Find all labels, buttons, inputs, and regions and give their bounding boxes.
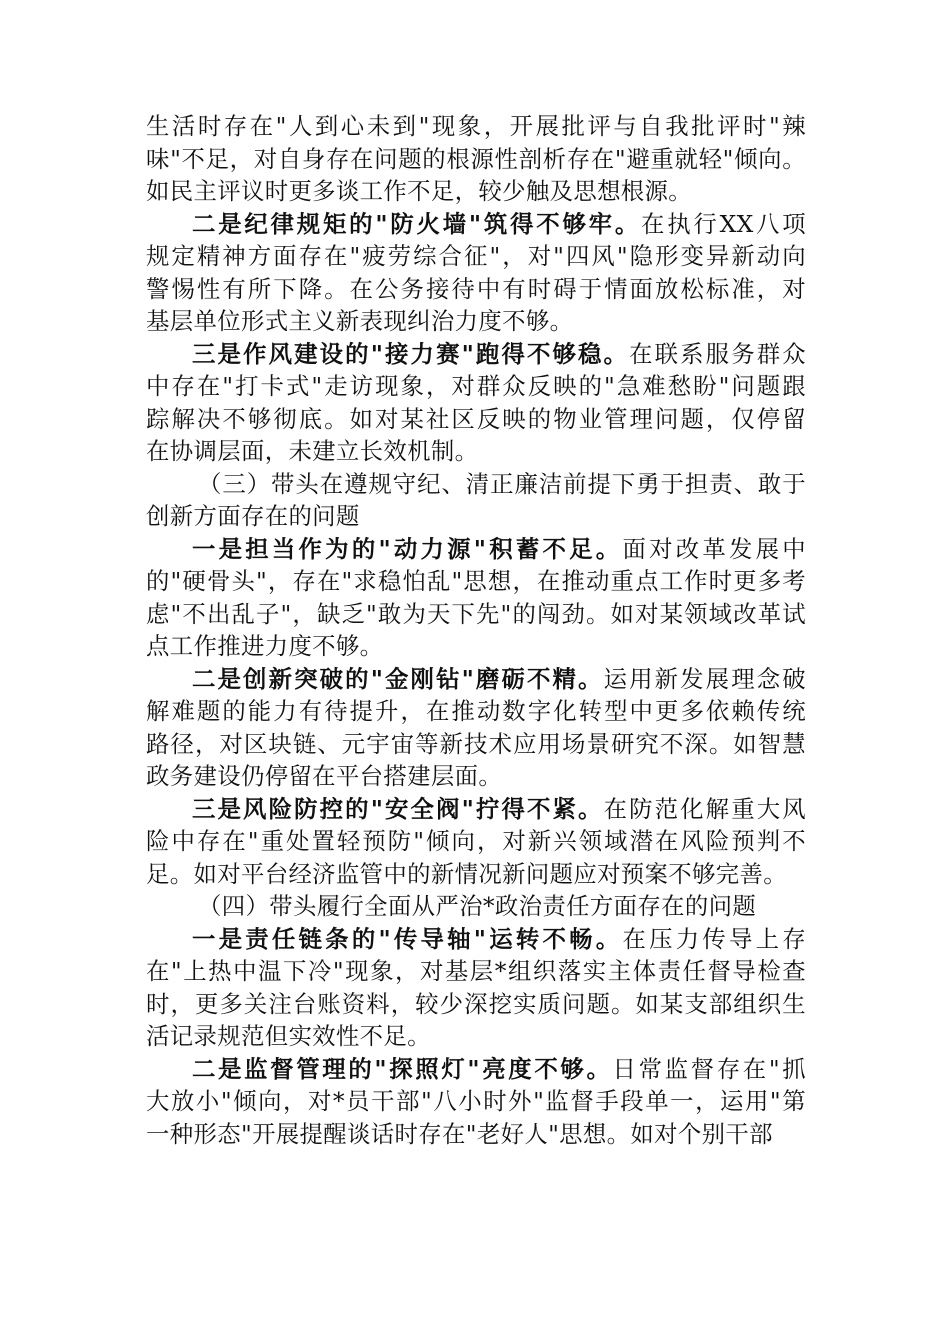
- text-run: 时，更多关注台账资料，较少深挖实质问题。如某支部组织生: [146, 989, 806, 1018]
- bold-lead-phrase: 三是风险防控的"安全阀"拧得不紧。: [192, 794, 604, 823]
- text-line: [146, 143, 806, 176]
- text-run: 在执行XX八项: [641, 209, 806, 238]
- text-line: [146, 858, 806, 891]
- text-run: 在联系服务群众: [629, 339, 807, 368]
- text-run: 在协调层面，未建立长效机制。: [146, 437, 479, 465]
- text-line: [146, 175, 806, 208]
- paragraph: [146, 1053, 806, 1151]
- bold-lead-phrase: 二是监督管理的"探照灯"亮度不够。: [192, 1054, 613, 1083]
- text-run: 创新方面存在的问题: [146, 502, 360, 530]
- paragraph: [146, 793, 806, 891]
- paragraph: [146, 923, 806, 1053]
- text-line: [146, 533, 806, 566]
- section-heading: [146, 468, 806, 533]
- bold-lead-phrase: 二是创新突破的"金刚钻"磨砺不精。: [192, 664, 604, 693]
- text-run: 运用新发展理念破: [603, 664, 806, 693]
- text-line: [146, 240, 806, 273]
- text-run: 在防范化解重大风: [603, 794, 806, 823]
- text-run: 踪解决不够彻底。如对某社区反映的物业管理问题，仅停留: [146, 404, 806, 433]
- text-run: 生活时存在"人到心未到"现象，开展批评与自我批评时"辣: [146, 112, 806, 140]
- text-run: 的"硬骨头"，存在"求稳怕乱"思想，在推动重点工作时更多考: [146, 567, 806, 595]
- bold-lead-phrase: 一是担当作为的"动力源"积蓄不足。: [192, 534, 623, 563]
- text-line: [146, 923, 806, 956]
- text-run: 一种形态"开展提醒谈话时存在"老好人"思想。如对个别干部: [146, 1119, 773, 1148]
- text-line: [146, 890, 806, 923]
- text-run: 警惕性有所下降。在公务接待中有时碍于情面放松标准，对: [146, 274, 806, 303]
- text-line: [146, 500, 806, 533]
- text-line: [146, 435, 806, 468]
- text-run: （四）带头履行全面从严治*政治责任方面存在的问题: [198, 892, 757, 920]
- text-line: [146, 630, 806, 663]
- text-run: 大放小"倾向，对*员干部"八小时外"监督手段单一，运用"第: [146, 1087, 806, 1115]
- text-line: [146, 825, 806, 858]
- text-run: 中存在"打卡式"走访现象，对群众反映的"急难愁盼"问题跟: [146, 372, 806, 400]
- text-line: [146, 338, 806, 371]
- text-line: [146, 955, 806, 988]
- paragraph: [146, 338, 806, 468]
- bold-lead-phrase: 三是作风建设的"接力赛"跑得不够稳。: [192, 339, 630, 368]
- paragraph: [146, 208, 806, 338]
- text-line: [146, 598, 806, 631]
- text-line: [146, 370, 806, 403]
- text-line: [146, 1085, 806, 1118]
- text-line: [146, 663, 806, 696]
- text-run: 规定精神方面存在"疲劳综合征"，对"四风"隐形变异新动向: [146, 242, 806, 270]
- section-heading: [146, 890, 806, 923]
- text-line: [146, 1020, 806, 1053]
- text-line: [146, 110, 806, 143]
- paragraph: [146, 663, 806, 793]
- text-line: [146, 793, 806, 826]
- text-line: [146, 728, 806, 761]
- text-line: [146, 1118, 806, 1151]
- text-line: [146, 273, 806, 306]
- text-run: 解难题的能力有待提升，在推动数字化转型中更多依赖传统: [146, 697, 806, 725]
- text-run: 虑"不出乱子"，缺乏"敢为天下先"的闯劲。如对某领域改革试: [146, 599, 806, 628]
- bold-lead-phrase: 一是责任链条的"传导轴"运转不畅。: [192, 924, 623, 953]
- text-line: [146, 305, 806, 338]
- bold-lead-phrase: 二是纪律规矩的"防火墙"筑得不够牢。: [192, 209, 642, 238]
- text-run: 在"上热中温下冷"现象，对基层*组织落实主体责任督导检查: [146, 957, 806, 985]
- text-run: 险中存在"重处置轻预防"倾向，对新兴领域潜在风险预判不: [146, 827, 806, 855]
- paragraph: [146, 110, 806, 208]
- text-run: （三）带头在遵规守纪、清正廉洁前提下勇于担责、敢于: [198, 469, 806, 498]
- text-line: [146, 760, 806, 793]
- text-line: [146, 1053, 806, 1086]
- text-line: [146, 988, 806, 1021]
- paragraph: [146, 533, 806, 663]
- text-run: 味"不足，对自身存在问题的根源性剖析存在"避重就轻"倾向。: [146, 144, 806, 173]
- text-run: 点工作推进力度不够。: [146, 632, 384, 660]
- text-run: 活记录规范但实效性不足。: [146, 1022, 431, 1050]
- text-run: 路径，对区块链、元宇宙等新技术应用场景研究不深。如智慧: [146, 729, 806, 758]
- document-page: [146, 110, 806, 1150]
- text-line: [146, 468, 806, 501]
- text-line: [146, 695, 806, 728]
- text-run: 如民主评议时更多谈工作不足，较少触及思想根源。: [146, 177, 693, 205]
- text-line: [146, 403, 806, 436]
- text-run: 基层单位形式主义新表现纠治力度不够。: [146, 307, 574, 335]
- text-run: 在压力传导上存: [622, 924, 807, 953]
- text-run: 足。如对平台经济监管中的新情况新问题应对预案不够完善。: [146, 859, 787, 888]
- text-line: [146, 208, 806, 241]
- text-run: 面对改革发展中: [622, 534, 807, 563]
- text-run: 日常监督存在"抓: [612, 1054, 807, 1083]
- text-run: 政务建设仍停留在平台搭建层面。: [146, 762, 503, 790]
- text-line: [146, 565, 806, 598]
